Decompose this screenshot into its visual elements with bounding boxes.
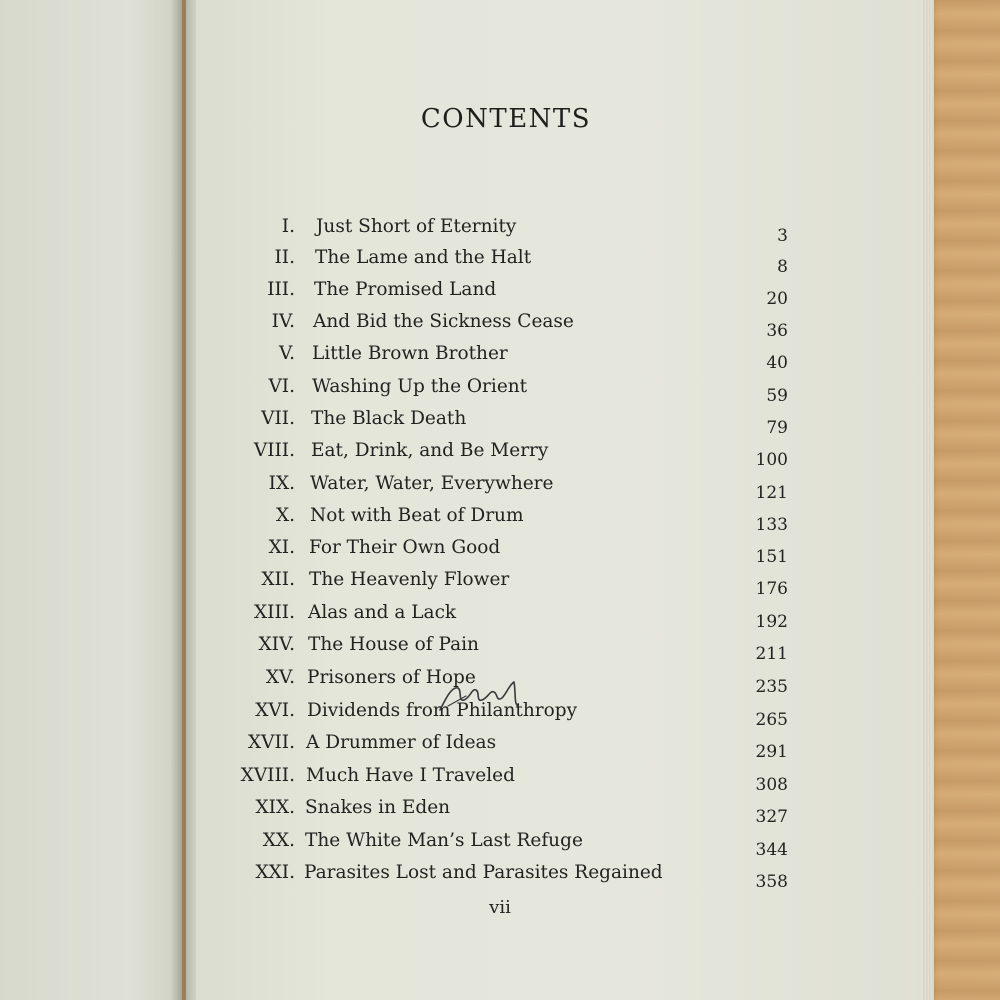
chapter-numeral: XXI. [255,862,295,883]
page-number: 3 [777,226,788,246]
page-number: 344 [755,840,788,860]
chapter-title: Parasites Lost and Parasites Regained [304,862,663,883]
chapter-numeral: X. [275,505,295,526]
page-number: 100 [755,450,788,470]
chapter-numeral: III. [267,279,295,300]
chapter-title: The Lame and the Halt [315,247,532,268]
page-number: 176 [755,579,788,599]
chapter-title: Alas and a Lack [308,602,457,623]
handwritten-annotation-icon [418,676,528,716]
page-number: 308 [755,775,788,795]
toc-entry [0,440,1000,472]
page-number: 59 [766,386,788,406]
chapter-title: A Drummer of Ideas [306,732,497,753]
toc-entry [0,216,1000,248]
chapter-title: Prisoners of Hope [307,667,476,688]
chapter-title: Not with Beat of Drum [310,505,524,526]
toc-entry [0,505,1000,537]
chapter-numeral: XV. [265,667,295,688]
chapter-numeral: I. [281,216,295,237]
chapter-numeral: VII. [261,408,295,429]
toc-entry [0,311,1000,343]
page-number: 327 [755,807,788,827]
chapter-numeral: XVI. [255,700,295,721]
page-number: 8 [777,257,788,277]
toc-entry [0,862,1000,894]
page-number: 133 [755,515,788,535]
toc-entry [0,765,1000,797]
chapter-numeral: VI. [268,376,295,397]
chapter-title: Just Short of Eternity [316,216,517,237]
chapter-title: The Heavenly Flower [309,569,510,590]
chapter-numeral: XIII. [254,602,295,623]
contents-heading: CONTENTS [420,104,592,134]
page-number: 121 [755,483,788,503]
toc-entry [0,634,1000,666]
chapter-title: Water, Water, Everywhere [310,473,554,494]
chapter-numeral: XIX. [255,797,295,818]
toc-entry [0,537,1000,569]
toc-entry [0,408,1000,440]
toc-entry [0,247,1000,279]
toc-entry [0,376,1000,408]
chapter-numeral: XIV. [258,634,295,655]
page-folio: vii [489,897,511,918]
toc-entry [0,569,1000,601]
chapter-numeral: XII. [261,569,295,590]
toc-entry [0,343,1000,375]
page-number: 235 [755,677,788,697]
chapter-numeral: IX. [268,473,295,494]
page-number: 291 [755,742,788,762]
chapter-title: The Promised Land [314,279,497,300]
toc-entry [0,602,1000,634]
toc-entry [0,279,1000,311]
chapter-title: Washing Up the Orient [312,376,528,397]
page-number: 40 [766,353,788,373]
toc-entry [0,830,1000,862]
page-number: 79 [766,418,788,438]
chapter-numeral: XX. [262,830,295,851]
chapter-numeral: XI. [268,537,295,558]
chapter-title: Little Brown Brother [312,343,508,364]
chapter-numeral: IV. [271,311,295,332]
chapter-title: The Black Death [311,408,467,429]
chapter-title: Much Have I Traveled [306,765,515,786]
page-number: 151 [755,547,788,567]
chapter-numeral: VIII. [253,440,295,461]
chapter-title: Snakes in Eden [305,797,451,818]
chapter-numeral: XVII. [247,732,295,753]
toc-entry [0,473,1000,505]
chapter-numeral: XVIII. [240,765,295,786]
page-number: 36 [766,321,788,341]
chapter-title: The House of Pain [308,634,479,655]
chapter-title: Eat, Drink, and Be Merry [311,440,549,461]
toc-entry [0,732,1000,764]
chapter-title: The White Man’s Last Refuge [305,830,583,851]
chapter-numeral: II. [274,247,295,268]
chapter-title: For Their Own Good [309,537,501,558]
toc-entry [0,797,1000,829]
page-number: 211 [755,644,788,664]
page-number: 358 [755,872,788,892]
page-number: 265 [755,710,788,730]
chapter-title: And Bid the Sickness Cease [313,311,574,332]
page-number: 192 [755,612,788,632]
page-number: 20 [766,289,788,309]
chapter-title: Dividends from Philanthropy [307,700,578,721]
chapter-numeral: V. [278,343,295,364]
